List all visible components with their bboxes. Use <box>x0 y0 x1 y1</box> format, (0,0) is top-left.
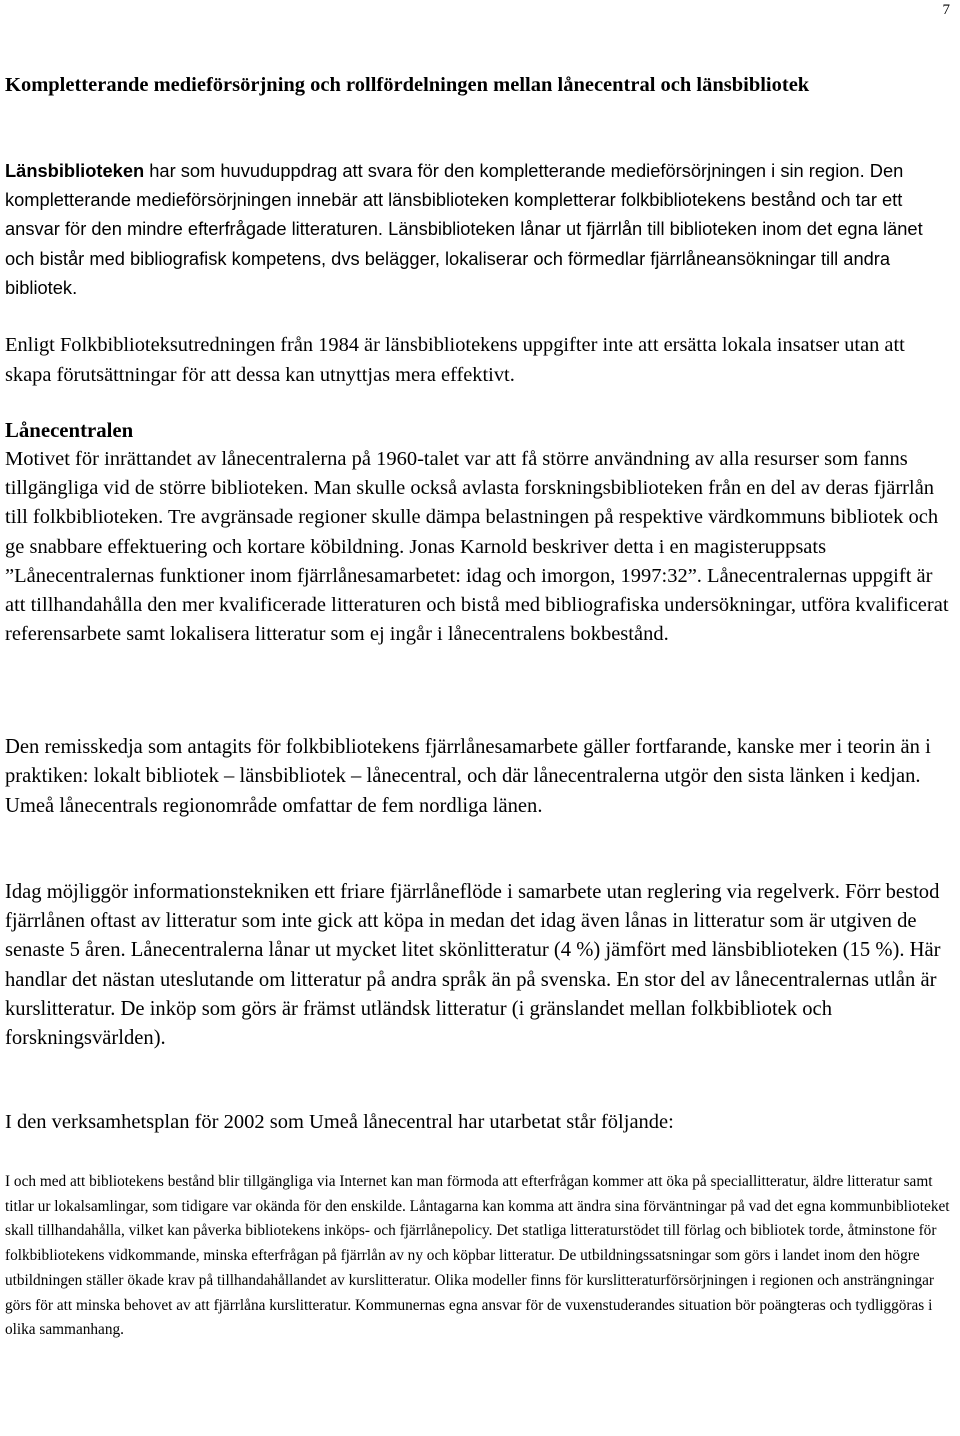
remisskedja-paragraph: Den remisskedja som antagits för folkbibliotekens fjärrlånesamarbete gäller fortfarande, kanske mer i teorin än i praktiken: lokalt bibliotek – länsbibliotek – lånecentral, och där lånecentralerna utgör den sista länken i kedjan. Umeå lånecentrals regionområde omfattar de fem nordliga länen. <box>5 736 931 817</box>
plan-quote: I och med att bibliotekens bestånd blir tillgängliga via Internet kan man förmoda att efterfrågan kommer att öka på speciallitteratur, äldre litteratur samt titlar ur lokalsamlingar, som tidigare var okända för den enskilde. Låntagarna kan komma att ändra sina förväntningar på vad det egna kommunbiblioteket skall tillhandahålla, vilket kan påverka bibliotekens inköps- och fjärrlånepolicy. Det statliga litteraturstödet till förlag och bibliotek torde, åtminstone för folkbibliotekens vidkommande, minska efterfrågan på fjärrlån av ny och köpbar litteratur. De utbildningssatsningar som görs i landet inom den högre utbildningen ställer ökade krav på tillhandahållandet av kurslitteratur. Olika modeller finns för kurslitteraturförsörjningen i regionen och ansträngningar görs för att minska behovet av att fjärrlåna kurslitteratur. Kommunernas egna ansvar för de vuxenstuderandes situation bör poängteras och tydliggöras i olika sammanhang. <box>5 1173 950 1339</box>
lanecentralen-paragraph: Motivet för inrättandet av lånecentralerna på 1960-talet var att få större användning av alla resurser som fanns tillgängliga vid de större biblioteken. Man skulle också avlasta forskningsbiblioteken från en del av deras fjärrlån till folkbiblioteken. Tre avgränsade regioner skulle dämpa belastningen på respektive värdkommuns bibliotek och ge snabbare effektuering och kortare köbildning. Jonas Karnold beskriver detta i en magisteruppsats ”Lånecentralernas funktioner inom fjärrlånesamarbetet: idag och imorgon, 1997:32”. Lånecentralernas uppgift är att tillhandahålla den mer kvalificerade litteraturen och bistå med bibliografiska undersökningar, utföra kvalificerat referensarbete samt lokalisera litteratur som ej ingår i lånecentralens bokbestånd. <box>5 448 949 646</box>
lanecentralen-heading: Lånecentralen <box>5 419 134 442</box>
section-heading: Kompletterande medieförsörjning och rollfördelningen mellan lånecentral och länsbibliotek <box>5 74 810 96</box>
page-number: 7 <box>942 2 950 18</box>
intro-paragraph <box>5 156 953 302</box>
idag-paragraph: Idag möjliggör informationstekniken ett friare fjärrlåneflöde i samarbete utan reglering via regelverk. Förr bestod fjärrlånen oftast av litteratur som inte gick att köpa in medan det idag även lånas in litteratur som är utgiven de senaste 5 åren. Lånecentralerna lånar ut mycket litet skönlitteratur (4 %) jämfört med länsbiblioteken (15 %). Här handlar det nästan uteslutande om litteratur på andra språk än på svenska. En stor del av lånecentralernas utlån är kurslitteratur. De inköp som görs är främst utländsk litteratur (i gränslandet mellan folkbibliotek och forskningsvärlden). <box>5 881 941 1050</box>
intro-text: har som huvuduppdrag att svara för den kompletterande medieförsörjningen i sin region. Den kompletterande medieförsörjningen innebär att länsbiblioteken kompletterar folkbibliotekens bestånd och tar ett ansvar för den mindre efterfrågade litteraturen. Länsbiblioteken lånar ut fjärrlån till biblioteken inom det egna länet och bistår med bibliografisk kompetens, dvs belägger, lokaliserar och förmedlar fjärrlåneansökningar till andra bibliotek. <box>5 160 923 298</box>
plan-intro-paragraph: I den verksamhetsplan för 2002 som Umeå lånecentral har utarbetat står följande: <box>5 1111 674 1133</box>
enligt-paragraph: Enligt Folkbiblioteksutredningen från 1984 är länsbibliotekens uppgifter inte att ersätta lokala insatser utan att skapa förutsättningar för att dessa kan utnyttjas mera effektivt. <box>5 334 905 386</box>
intro-highlight: Länsbiblioteken <box>5 160 145 181</box>
